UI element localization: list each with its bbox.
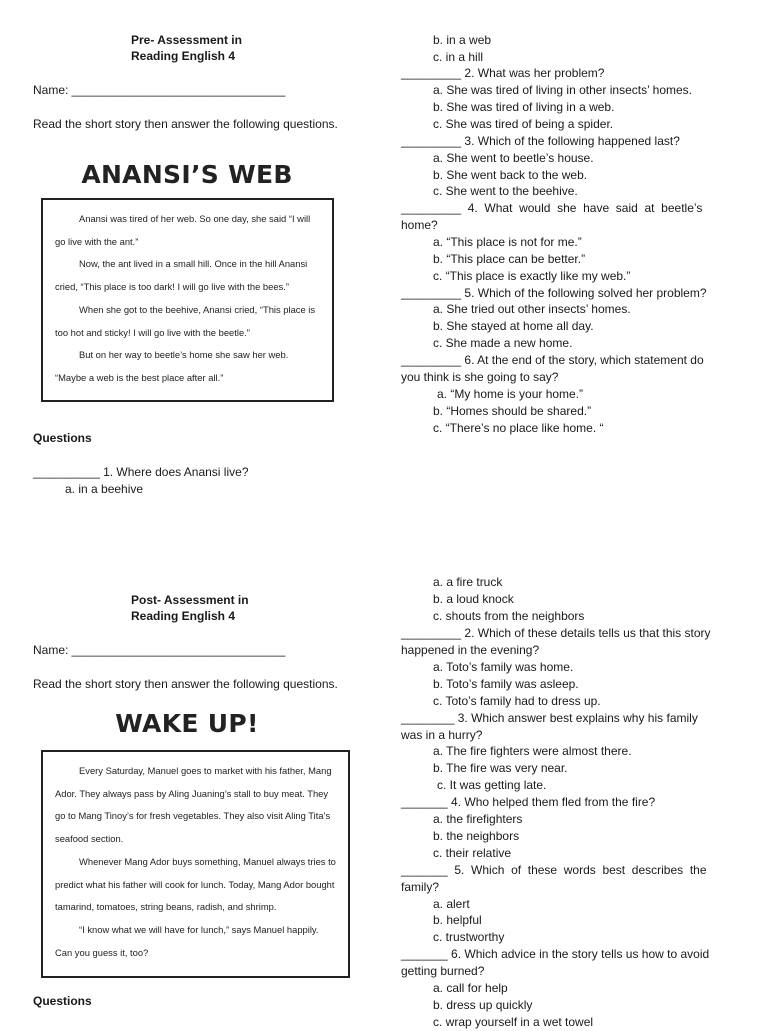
pre-instructions: Read the short story then answer the following questions. <box>33 117 338 131</box>
post-q6-line2: getting burned? <box>401 964 485 978</box>
post-q3-option-c: c. It was getting late. <box>437 778 547 792</box>
pre-story-paragraph: Now, the ant lived in a small hill. Once in the hill Anansi cried, “This place is too dark! I will go live with the bees.” <box>55 258 308 293</box>
post-q5-line1: _______ 5. Which of these words best describes the <box>401 863 707 877</box>
post-q3-option-a: a. The fire fighters were almost there. <box>433 744 632 758</box>
post-q4-option-a: a. the firefighters <box>433 812 523 826</box>
pre-q4-line2: home? <box>401 218 438 232</box>
pre-q4-line1: _________ 4. What would she have said at beetle’s <box>401 201 703 215</box>
pre-story-title: ANANSI’S WEB <box>81 160 293 189</box>
post-q6-option-a: a. call for help <box>433 981 508 995</box>
pre-q4-option-a: a. “This place is not for me.” <box>433 235 582 249</box>
pre-q5-option-b: b. She stayed at home all day. <box>433 319 594 333</box>
post-name-field: Name: ________________________________ <box>33 643 286 657</box>
pre-story-paragraph: But on her way to beetle’s home she saw her web. “Maybe a web is the best place after all.” <box>55 349 289 383</box>
pre-story-paragraph: When she got to the beehive, Anansi cried, “This place is too hot and sticky! I will go live with the beetle.” <box>55 303 316 338</box>
post-q4: _______ 4. Who helped them fled from the fire? <box>401 795 656 809</box>
post-q2-option-c: c. Toto’s family had to dress up. <box>433 694 601 708</box>
pre-q1-option-a: a. in a beehive <box>65 482 144 496</box>
pre-q5: _________ 5. Which of the following solved her problem? <box>401 286 707 300</box>
pre-story-paragraph: Anansi was tired of her web. So one day, she said “I will go live with the ant.” <box>55 213 311 247</box>
pre-q6-option-a: a. “My home is your home.” <box>437 387 584 401</box>
pre-q2-option-c: c. She was tired of being a spider. <box>433 117 614 131</box>
pre-q6-option-b: b. “Homes should be shared.” <box>433 404 592 418</box>
post-q6-option-c: c. wrap yourself in a wet towel <box>433 1015 594 1029</box>
post-q5-option-b: b. helpful <box>433 913 482 927</box>
pre-name-field: Name: ________________________________ <box>33 83 286 97</box>
pre-q2: _________ 2. What was her problem? <box>401 66 605 80</box>
pre-q5-option-c: c. She made a new home. <box>433 336 573 350</box>
pre-header <box>131 32 242 64</box>
pre-q1: __________ 1. Where does Anansi live? <box>33 465 249 479</box>
post-q4-option-c: c. their relative <box>433 846 512 860</box>
post-q5-option-c: c. trustworthy <box>433 930 505 944</box>
pre-q2-option-a: a. She was tired of living in other insects’ homes. <box>433 83 693 97</box>
post-q3-line1: ________ 3. Which answer best explains why his family <box>401 711 698 725</box>
pre-q3-option-a: a. She went to beetle’s house. <box>433 151 594 165</box>
post-q1-option-c: c. shouts from the neighbors <box>433 609 585 623</box>
pre-q2-option-b: b. She was tired of living in a web. <box>433 100 615 114</box>
pre-q6-line2: you think is she going to say? <box>401 370 559 384</box>
pre-q5-option-a: a. She tried out other insects’ homes. <box>433 302 631 316</box>
post-header-line1: Post- Assessment in <box>131 593 249 607</box>
post-story-box <box>41 750 350 978</box>
pre-q1-option-c: c. in a hill <box>433 50 484 64</box>
post-q3-option-b: b. The fire was very near. <box>433 761 568 775</box>
post-q2-option-a: a. Toto’s family was home. <box>433 660 574 674</box>
pre-questions-heading: Questions <box>33 431 92 445</box>
post-q2-line1: _________ 2. Which of these details tells us that this story <box>401 626 711 640</box>
post-header-line2: Reading English 4 <box>131 609 236 623</box>
pre-story-box <box>41 198 334 402</box>
post-q5-line2: family? <box>401 880 440 894</box>
post-q2-line2: happened in the evening? <box>401 643 540 657</box>
post-q5-option-a: a. alert <box>433 897 470 911</box>
pre-q3-option-b: b. She went back to the web. <box>433 168 588 182</box>
post-q3-line2: was in a hurry? <box>401 728 483 742</box>
post-q4-option-b: b. the neighbors <box>433 829 520 843</box>
pre-q6-line1: _________ 6. At the end of the story, which statement do <box>401 353 704 367</box>
pre-q4-option-c: c. “This place is exactly like my web.” <box>433 269 631 283</box>
post-q2-option-b: b. Toto’s family was asleep. <box>433 677 579 691</box>
post-q6-option-b: b. dress up quickly <box>433 998 533 1012</box>
pre-header-line2: Reading English 4 <box>131 49 236 63</box>
post-story-title: WAKE UP! <box>115 709 259 738</box>
post-instructions: Read the short story then answer the following questions. <box>33 677 338 691</box>
post-q6-line1: _______ 6. Which advice in the story tells us how to avoid <box>401 947 710 961</box>
post-q1-option-b: b. a loud knock <box>433 592 514 606</box>
pre-q3: _________ 3. Which of the following happened last? <box>401 134 680 148</box>
pre-q6-option-c: c. “There’s no place like home. “ <box>433 421 604 435</box>
post-header <box>131 592 249 624</box>
post-story-paragraph: Whenever Mang Ador buys something, Manuel always tries to predict what his father will cook for lunch. Today, Mang Ador bought tamarind, tomatoes, string beans, radish, and shrimp. <box>55 855 336 913</box>
post-q1-option-a: a. a fire truck <box>433 575 503 589</box>
pre-q4-option-b: b. “This place can be better.” <box>433 252 586 266</box>
pre-header-line1: Pre- Assessment in <box>131 33 242 47</box>
pre-q1-option-b: b. in a web <box>433 33 492 47</box>
pre-q3-option-c: c. She went to the beehive. <box>433 184 578 198</box>
post-story-paragraph: “I know what we will have for lunch,” says Manuel happily. Can you guess it, too? <box>55 923 319 958</box>
post-questions-heading: Questions <box>33 994 92 1008</box>
post-story-paragraph: Every Saturday, Manuel goes to market with his father, Mang Ador. They always pass by Aling Juaning’s stall to buy meat. They go to Mang Tinoy’s for fresh vegetables. They also visit Aling Tita’s seafood section. <box>55 765 332 845</box>
